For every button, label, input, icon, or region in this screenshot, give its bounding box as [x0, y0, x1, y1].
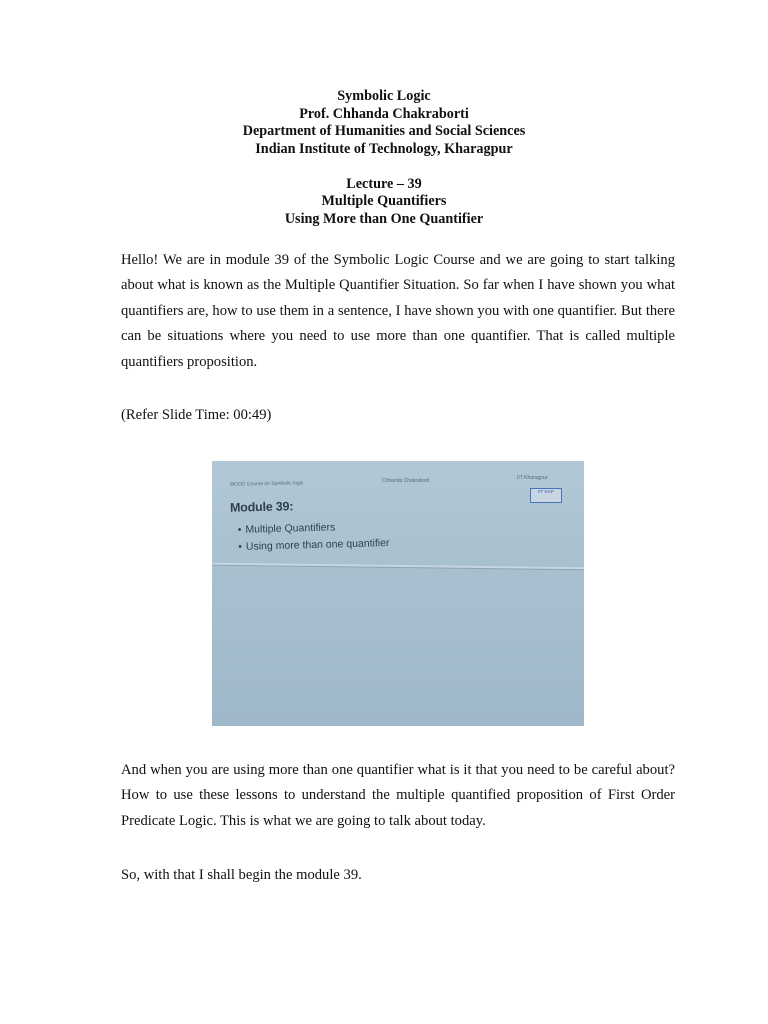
slide-author-label: Chhanda Chakraborti — [382, 478, 430, 484]
lecture-number: Lecture – 39 — [346, 175, 422, 192]
slide-logo — [530, 488, 562, 503]
lecture-topic: Multiple Quantifiers — [321, 193, 447, 209]
slide-image — [212, 461, 584, 726]
slide-title: Module 39: — [229, 499, 294, 515]
slide-course-label: MOOC Course on Symbolic logic — [229, 480, 304, 488]
course-title: Symbolic Logic — [337, 88, 431, 104]
slide-bullet: • Multiple Quantifiers — [238, 518, 390, 539]
lecture-subtopic: Using More than One Quantifier — [284, 210, 484, 227]
intro-paragraph: Hello! We are in module 39 of the Symbolic Logic Course and we are going to start talking about what is known as the Multiple Quantifier Situation. So far when I have shown you what quantifiers are, how to use them in a sentence, I have shown you with one quantifier. But there can be situations where you need to use more than one quantifier. That is called multiple quantifiers proposition. — [121, 252, 675, 370]
header-spacer — [0, 158, 768, 176]
slide-bullet-list — [238, 518, 390, 556]
slide-bullet: • Using more than one quantifier — [238, 535, 390, 556]
closing-paragraph: So, with that I shall begin the module 39. — [121, 867, 362, 883]
careful-paragraph: And when you are using more than one quantifier what is it that you need to be careful about? How to use these lessons to understand the multiple quantified proposition of First Order Predicate Logic. This is what we are going to talk about today. — [121, 762, 675, 829]
slide-institute-label: IIT Kharagpur — [517, 475, 548, 481]
professor-name: Prof. Chhanda Chakraborti — [299, 105, 469, 122]
institute-name: Indian Institute of Technology, Kharagpur — [255, 140, 513, 157]
department-name: Department of Humanities and Social Sciences — [242, 123, 526, 139]
slide-logo-text: IIT KGP — [538, 489, 554, 494]
document-header — [0, 88, 768, 228]
refer-slide-time: (Refer Slide Time: 00:49) — [121, 407, 272, 423]
